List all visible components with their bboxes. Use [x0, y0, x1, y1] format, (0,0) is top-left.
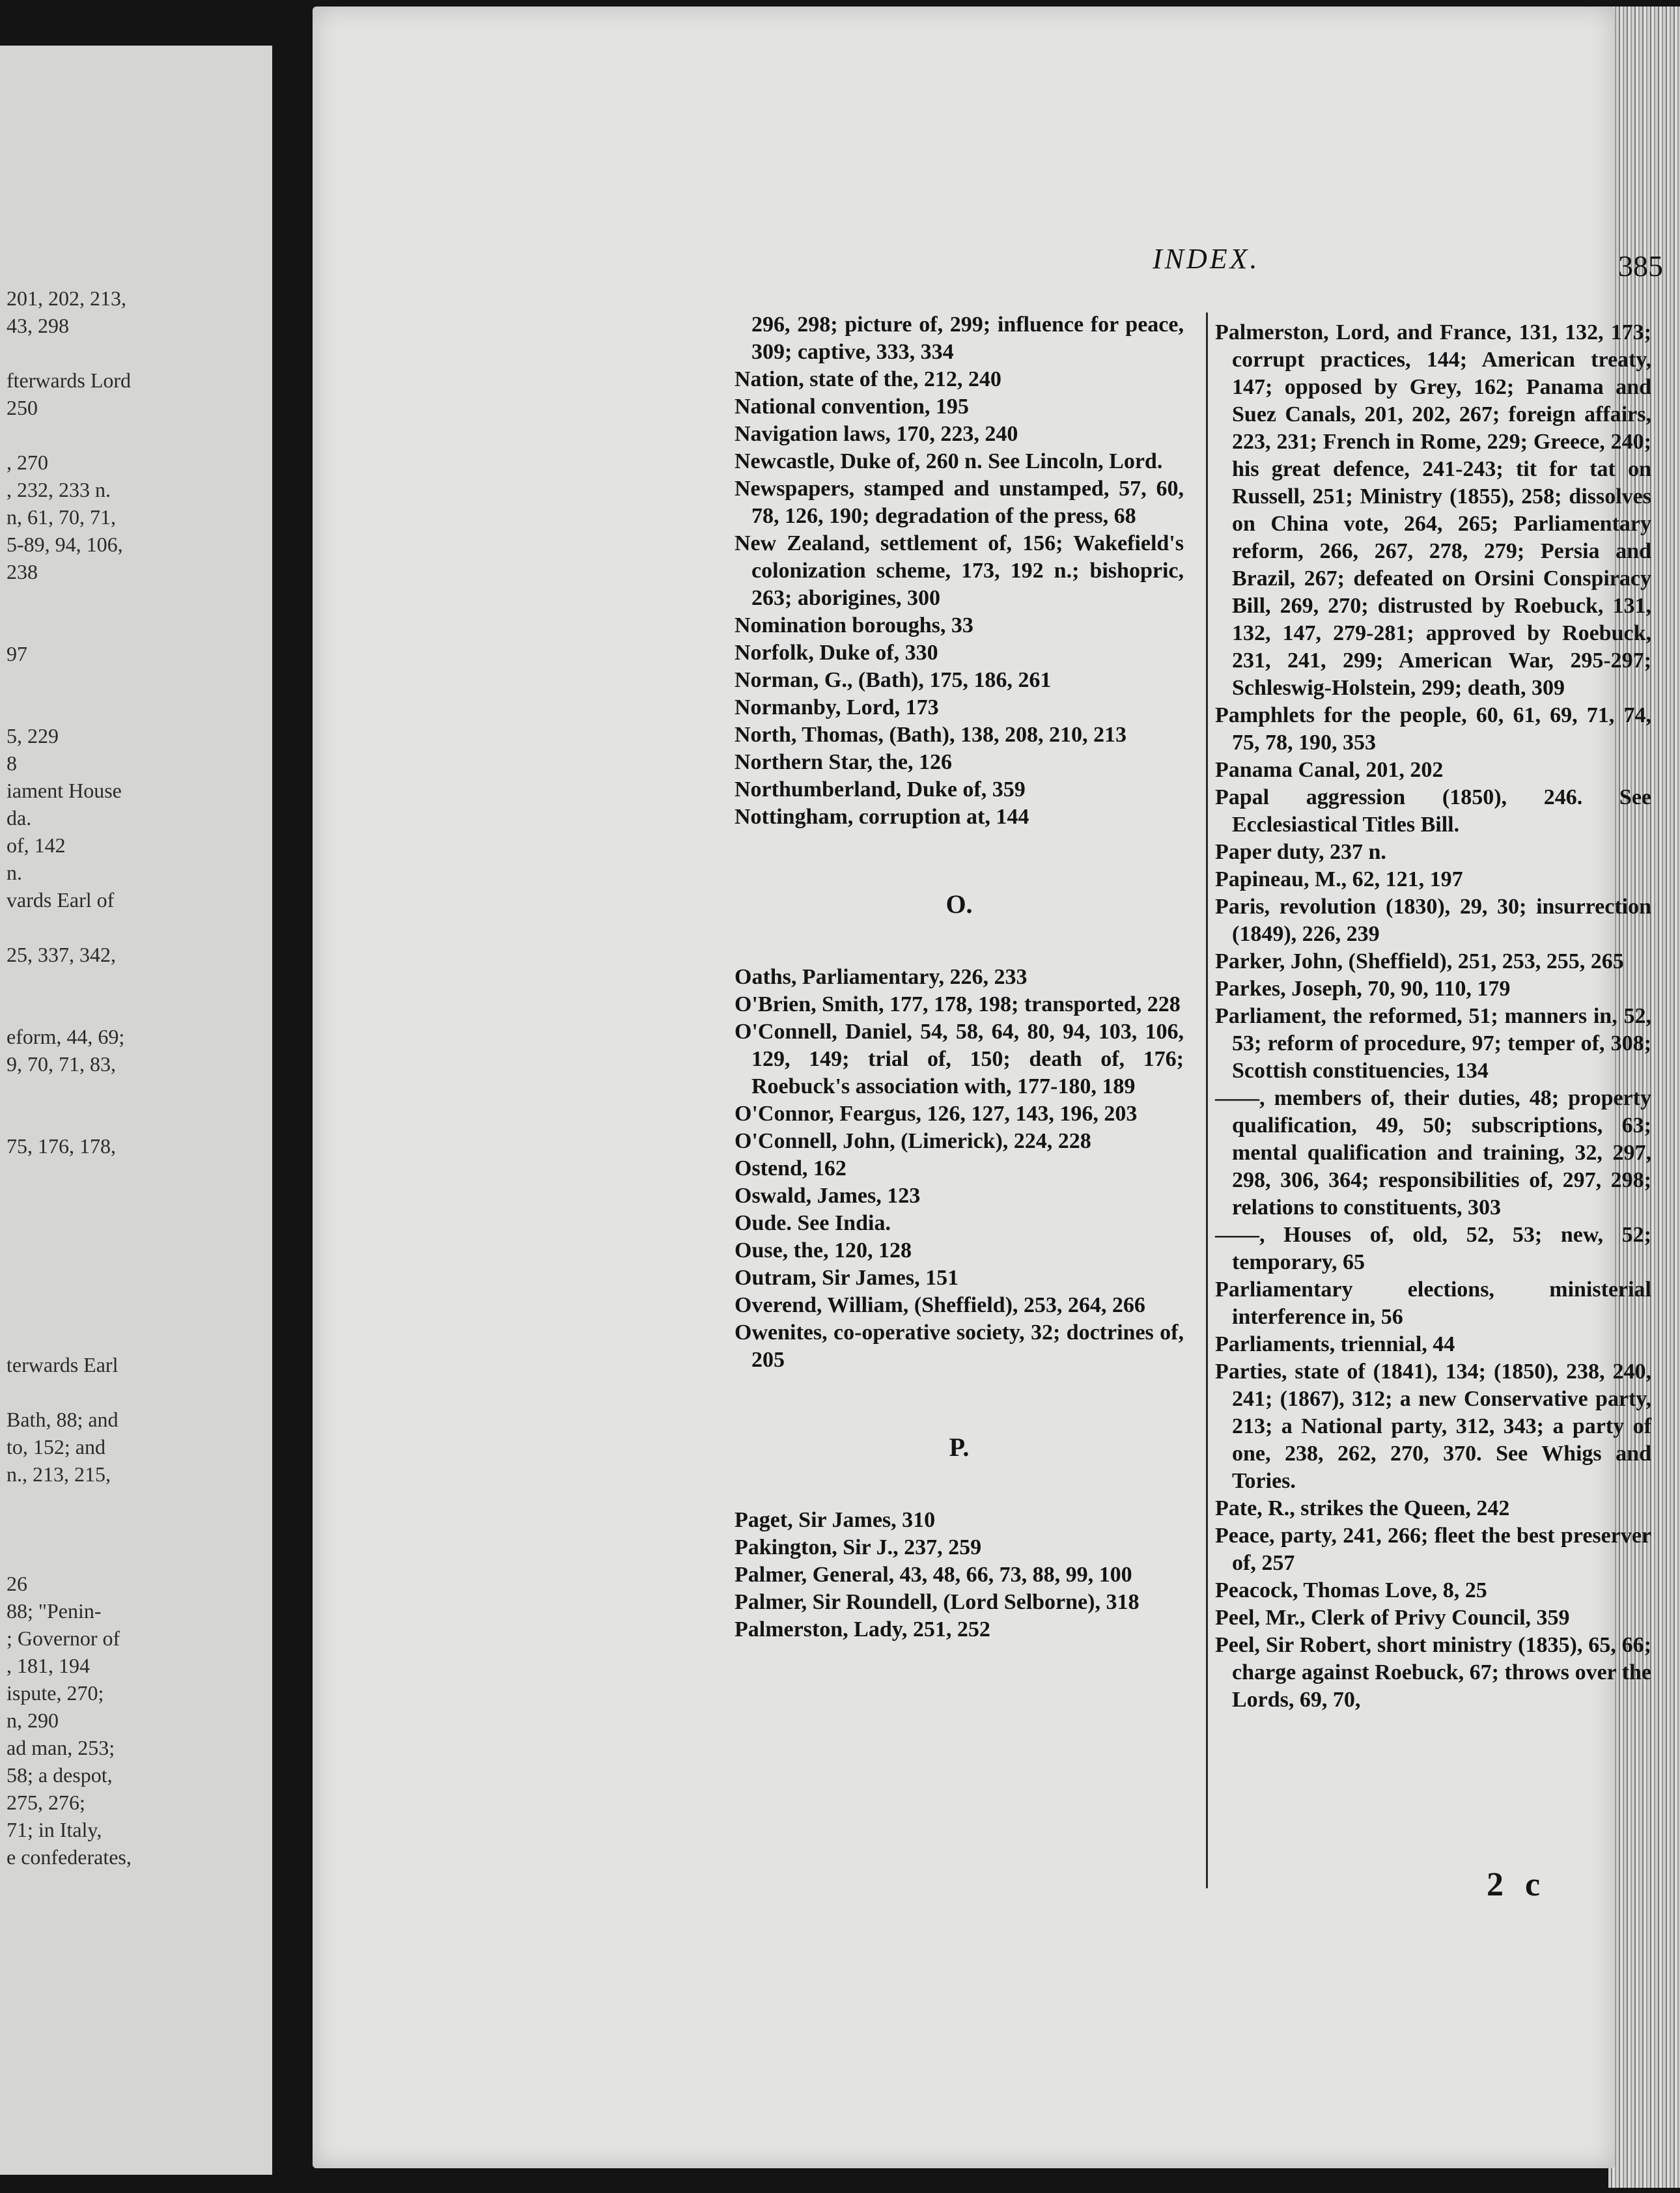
left-page-line: 58; a despot,: [7, 1763, 113, 1787]
left-page-line: 275, 276;: [7, 1791, 85, 1814]
left-page-line: 71; in Italy,: [7, 1818, 102, 1841]
left-page-line: 5-89, 94, 106,: [7, 533, 123, 556]
left-page-line: ad man, 253;: [7, 1736, 115, 1759]
index-entry: Peacock, Thomas Love, 8, 25: [1215, 1578, 1487, 1602]
left-page-line: eform, 44, 69;: [7, 1025, 125, 1048]
section-heading-o: O.: [945, 889, 973, 919]
index-entry: Overend, William, (Sheffield), 253, 264, 266: [735, 1293, 1145, 1317]
left-page-line: 25, 337, 342,: [7, 943, 116, 966]
left-page-line: da.: [7, 806, 32, 830]
page-title: INDEX.: [1153, 243, 1260, 275]
index-entries-p: [735, 1507, 1184, 1643]
index-entry: Oaths, Parliamentary, 226, 233: [735, 965, 1028, 989]
left-page-line: of, 142: [7, 833, 66, 857]
left-page-line: 43, 298: [7, 314, 69, 337]
index-entry: Palmerston, Lady, 251, 252: [735, 1617, 990, 1641]
index-entry: Papal aggression (1850), 246. See Ecclesiastical Titles Bill.: [1215, 785, 1651, 837]
index-entry: Panama Canal, 201, 202: [1215, 758, 1444, 782]
left-page-line: 26: [7, 1572, 27, 1595]
left-page-line: Bath, 88; and: [7, 1408, 119, 1431]
left-page-line: ; Governor of: [7, 1627, 120, 1650]
left-page-fragment: [0, 46, 272, 2175]
index-entry: Palmer, Sir Roundell, (Lord Selborne), 318: [735, 1590, 1140, 1614]
index-entry: Pate, R., strikes the Queen, 242: [1215, 1496, 1510, 1520]
index-entry: Parker, John, (Sheffield), 251, 253, 255, 265: [1215, 949, 1624, 973]
index-entry: New Zealand, settlement of, 156; Wakefield's colonization scheme, 173, 192 n.; bishopric, 263; aborigines, 300: [735, 531, 1184, 610]
index-entry: Parkes, Joseph, 70, 90, 110, 179: [1215, 977, 1511, 1001]
index-entry: Parliamentary elections, ministerial interference in, 56: [1215, 1278, 1651, 1329]
left-page-line: , 181, 194: [7, 1654, 90, 1677]
index-entry: O'Brien, Smith, 177, 178, 198; transported, 228: [735, 992, 1181, 1016]
index-entries-o: [735, 964, 1184, 1374]
index-entry: Paget, Sir James, 310: [735, 1508, 936, 1532]
left-page-line: to, 152; and: [7, 1435, 105, 1459]
left-page-line: 8: [7, 751, 17, 775]
left-page-line: 5, 229: [7, 724, 59, 747]
index-entry: Nomination boroughs, 33: [735, 613, 973, 637]
index-entry: ——, Houses of, old, 52, 53; new, 52; temporary, 65: [1215, 1223, 1651, 1274]
signature-mark: 2 c: [1487, 1866, 1547, 1903]
index-column-left: [735, 311, 1184, 1643]
index-entry: Northern Star, the, 126: [735, 750, 952, 774]
left-page-line: n, 290: [7, 1709, 59, 1732]
index-entry: Norman, G., (Bath), 175, 186, 261: [735, 668, 1052, 692]
column-divider: [1206, 313, 1208, 1888]
left-page-line: n, 61, 70, 71,: [7, 505, 116, 529]
index-entry: Navigation laws, 170, 223, 240: [735, 422, 1018, 446]
index-entries-p-continued: [1215, 319, 1651, 1714]
left-page-line: 88; "Penin-: [7, 1599, 102, 1623]
index-entry: National convention, 195: [735, 395, 969, 419]
index-entry: Newspapers, stamped and unstamped, 57, 60, 78, 126, 190; degradation of the press, 68: [735, 477, 1184, 528]
index-entries-n: [735, 366, 1184, 831]
index-entry: Newcastle, Duke of, 260 n. See Lincoln, Lord.: [735, 449, 1163, 473]
index-entry: Nation, state of the, 212, 240: [735, 367, 1001, 391]
left-page-line: iament House: [7, 779, 122, 802]
index-entry: Parliaments, triennial, 44: [1215, 1332, 1455, 1356]
index-entry: Peace, party, 241, 266; fleet the best preserver of, 257: [1215, 1524, 1651, 1575]
index-entry: Paris, revolution (1830), 29, 30; insurrection (1849), 226, 239: [1215, 895, 1651, 946]
index-entry: Parliament, the reformed, 51; manners in, 52, 53; reform of procedure, 97; temper of, 308; Scottish constituencies, 134: [1215, 1004, 1651, 1083]
index-entry-continuation: 296, 298; picture of, 299; influence for peace, 309; captive, 333, 334: [751, 313, 1184, 364]
left-page-line: 97: [7, 642, 27, 665]
index-page: [313, 7, 1663, 2168]
index-entry: Normanby, Lord, 173: [735, 695, 939, 719]
index-column-right: [1215, 319, 1651, 1714]
index-entry: Norfolk, Duke of, 330: [735, 641, 938, 665]
index-entry: Oswald, James, 123: [735, 1184, 921, 1208]
left-page-line: n.: [7, 861, 22, 884]
index-entry: ——, members of, their duties, 48; property qualification, 49, 50; subscriptions, 63; mental qualification and training, 32, 297, 298, 306, 364; responsibilities of, 297, 298; relations to constituents, 303: [1215, 1086, 1651, 1220]
index-entry: Palmer, General, 43, 48, 66, 73, 88, 99, 100: [735, 1563, 1132, 1587]
section-heading-p: P.: [949, 1432, 970, 1462]
index-entry: Parties, state of (1841), 134; (1850), 238, 240, 241; (1867), 312; a new Conservative party, 213; a National party, 312, 343; a party of one, 238, 262, 270, 370. See Whigs and Tories.: [1215, 1360, 1651, 1493]
index-entry: O'Connor, Feargus, 126, 127, 143, 196, 203: [735, 1102, 1138, 1126]
left-page-line: terwards Earl: [7, 1353, 119, 1376]
index-entry: Pakington, Sir J., 237, 259: [735, 1535, 982, 1559]
index-entry: Peel, Mr., Clerk of Privy Council, 359: [1215, 1606, 1570, 1630]
index-entry: Peel, Sir Robert, short ministry (1835), 65, 66; charge against Roebuck, 67; throws over the Lords, 69, 70,: [1215, 1633, 1651, 1712]
index-entry: Outram, Sir James, 151: [735, 1266, 959, 1290]
left-page-line: n., 213, 215,: [7, 1462, 111, 1486]
left-page-line: 201, 202, 213,: [7, 286, 126, 310]
left-page-line: fterwards Lord: [7, 369, 132, 392]
index-entry: North, Thomas, (Bath), 138, 208, 210, 213: [735, 723, 1127, 747]
index-entry: Palmerston, Lord, and France, 131, 132, 173; corrupt practices, 144; American treaty, 147; opposed by Grey, 162; Panama and Suez Canals, 201, 202, 267; foreign affairs, 223, 231; French in Rome, 229; Greece, 240; his great defence, 241-243; tit for tat on Russell, 251; Ministry (1855), 258; dissolves on China vote, 264, 265; Parliamentary reform, 266, 267, 278, 279; Persia and Brazil, 267; defeated on Orsini Conspiracy Bill, 269, 270; distrusted by Roebuck, 131, 132, 147, 279-281; approved by Roebuck, 231, 241, 299; American War, 295-297; Schleswig-Holstein, 299; death, 309: [1215, 320, 1651, 700]
index-entry: Northumberland, Duke of, 359: [735, 777, 1026, 802]
left-page-line: 250: [7, 396, 38, 419]
left-page-line: 238: [7, 560, 38, 583]
page-number: 385: [1618, 249, 1663, 283]
index-entry: Paper duty, 237 n.: [1215, 840, 1386, 864]
left-page-line: , 270: [7, 451, 48, 474]
index-entry: O'Connell, Daniel, 54, 58, 64, 80, 94, 103, 106, 129, 149; trial of, 150; death of, 176; Roebuck's association with, 177-180, 189: [735, 1020, 1184, 1098]
index-entry: Pamphlets for the people, 60, 61, 69, 71, 74, 75, 78, 190, 353: [1215, 703, 1651, 755]
left-page-line: 75, 176, 178,: [7, 1134, 116, 1158]
index-entry: Papineau, M., 62, 121, 197: [1215, 867, 1463, 891]
left-page-line: 9, 70, 71, 83,: [7, 1052, 116, 1076]
index-entry: Nottingham, corruption at, 144: [735, 805, 1029, 829]
index-entry: Ouse, the, 120, 128: [735, 1238, 912, 1263]
index-entry: Oude. See India.: [735, 1211, 891, 1235]
left-page-line: ispute, 270;: [7, 1681, 104, 1705]
index-entry: Owenites, co-operative society, 32; doctrines of, 205: [735, 1320, 1184, 1372]
index-entry: Ostend, 162: [735, 1156, 847, 1180]
left-page-line: vards Earl of: [7, 888, 115, 912]
left-page-line: e confederates,: [7, 1845, 132, 1869]
left-page-line: , 232, 233 n.: [7, 478, 111, 501]
index-entry: O'Connell, John, (Limerick), 224, 228: [735, 1129, 1091, 1153]
